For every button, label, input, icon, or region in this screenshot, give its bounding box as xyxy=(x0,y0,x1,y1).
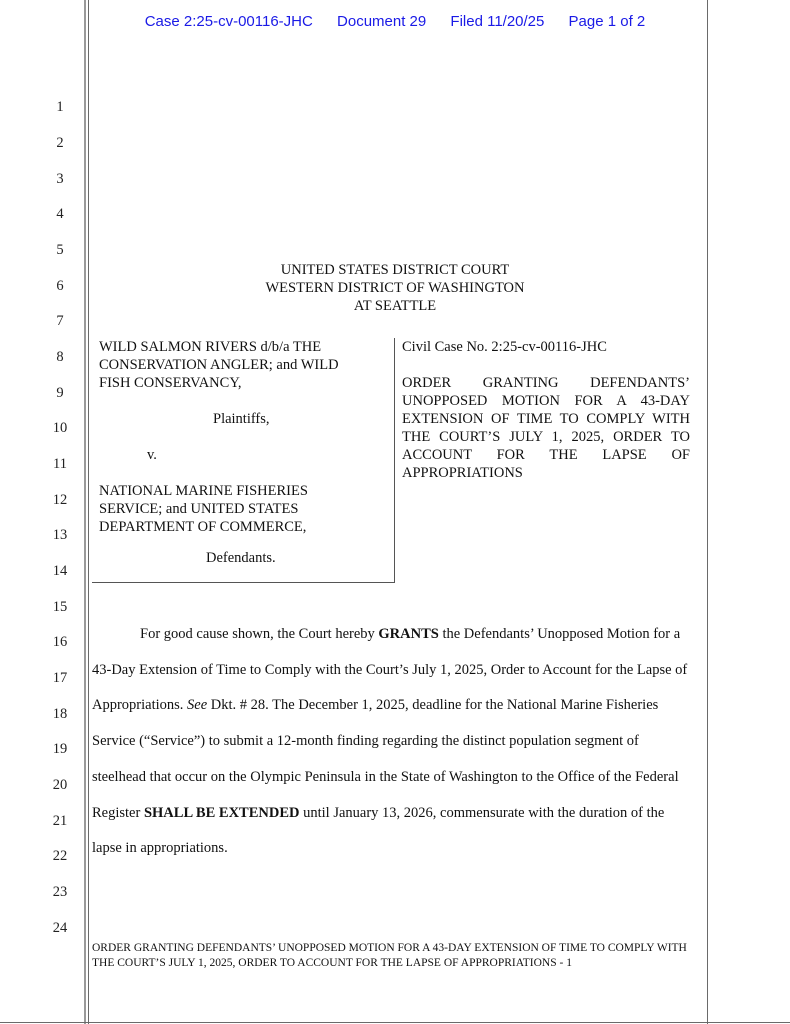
line-number: 8 xyxy=(56,349,64,365)
line-number: 4 xyxy=(56,206,64,222)
line-number: 11 xyxy=(53,456,67,472)
case-number-stamp: Case 2:25-cv-00116-JHC xyxy=(144,13,313,30)
line-number: 5 xyxy=(56,242,64,258)
bottom-rule xyxy=(0,1022,790,1023)
plaintiffs-names xyxy=(99,338,389,392)
page-footer: ORDER GRANTING DEFENDANTS’ UNOPPOSED MOTION FOR A 43-DAY EXTENSION OF TIME TO COMPLY WITH THE COURT’S JULY 1, 2025, ORDER TO ACCOUNT FOR THE LAPSE OF APPROPRIATIONS - 1 xyxy=(92,942,687,969)
filed-date-stamp: Filed 11/20/25 xyxy=(450,13,545,30)
line-number: 19 xyxy=(52,741,68,757)
defendants-line: DEPARTMENT OF COMMERCE, xyxy=(99,519,307,535)
page-count-stamp: Page 1 of 2 xyxy=(568,13,646,30)
court-location: AT SEATTLE xyxy=(353,298,437,314)
line-number: 7 xyxy=(56,313,64,329)
right-margin-rule xyxy=(707,0,708,1024)
order-body xyxy=(92,617,695,867)
caption-divider-vertical xyxy=(394,338,395,583)
line-number: 23 xyxy=(52,884,68,900)
grants-emphasis: GRANTS xyxy=(378,626,439,642)
line-number: 3 xyxy=(56,171,64,187)
line-number: 20 xyxy=(52,777,68,793)
line-number: 2 xyxy=(56,135,64,151)
plaintiffs-line: WILD SALMON RIVERS d/b/a THE xyxy=(99,339,322,355)
line-number: 21 xyxy=(52,813,68,829)
document-number-stamp: Document 29 xyxy=(337,13,427,30)
line-number: 13 xyxy=(52,527,68,543)
line-number: 9 xyxy=(56,385,64,401)
order-paragraph xyxy=(92,617,695,867)
line-number: 18 xyxy=(52,706,68,722)
body-text: For good cause shown, the Court hereby xyxy=(140,626,379,642)
line-number: 14 xyxy=(52,563,68,579)
line-number: 12 xyxy=(52,492,68,508)
order-title: ORDER GRANTING DEFENDANTS’ UNOPPOSED MOTION FOR A 43-DAY EXTENSION OF TIME TO COMPLY WITH THE COURT’S JULY 1, 2025, ORDER TO ACCOUNT FOR THE LAPSE OF APPROPRIATIONS xyxy=(402,375,690,481)
court-name: UNITED STATES DISTRICT COURT xyxy=(280,262,510,278)
filing-stamp xyxy=(0,13,790,30)
court-heading xyxy=(200,261,590,315)
defendants-line: SERVICE; and UNITED STATES xyxy=(99,501,299,517)
body-text: until January 13, 2026, commensurate with the duration of the lapse in appropriations. xyxy=(92,804,665,857)
versus: v. xyxy=(147,447,157,463)
line-number: 15 xyxy=(52,599,68,615)
line-number: 17 xyxy=(52,670,68,686)
see-citation-signal: See xyxy=(187,697,208,714)
body-text: Dkt. # 28. The December 1, 2025, deadline for the National Marine Fisheries Service (“Service”) to submit a 12-month finding regarding the distinct population segment of steelhead that occur on the Olympic Peninsula in the State of Washington to the Office of the Federal Register xyxy=(92,697,679,821)
left-margin-rule-outer xyxy=(84,0,86,1024)
caption-divider-horizontal xyxy=(92,582,395,583)
line-number: 1 xyxy=(56,99,64,115)
body-text: the Defendants’ Unopposed Motion for a 43-Day Extension of Time to Comply with the Court’s July 1, 2025, Order to Account for the Lapse of Appropriations. xyxy=(92,626,688,714)
extended-emphasis: SHALL BE EXTENDED xyxy=(143,804,300,821)
caption-parties xyxy=(99,338,389,567)
plaintiffs-line: CONSERVATION ANGLER; and WILD xyxy=(99,357,339,373)
court-district: WESTERN DISTRICT OF WASHINGTON xyxy=(265,280,525,296)
line-number: 22 xyxy=(52,848,68,864)
civil-case-number: Civil Case No. 2:25-cv-00116-JHC xyxy=(402,339,607,355)
line-number: 10 xyxy=(52,420,68,436)
line-number: 24 xyxy=(52,920,68,936)
line-number: 16 xyxy=(52,634,68,650)
plaintiffs-label: Plaintiffs, xyxy=(213,411,270,427)
defendants-line: NATIONAL MARINE FISHERIES xyxy=(99,483,308,499)
left-margin-rule-inner xyxy=(88,0,89,1024)
caption-case-info xyxy=(402,338,690,482)
plaintiffs-line: FISH CONSERVANCY, xyxy=(99,375,242,391)
defendants-names xyxy=(99,482,389,536)
line-number: 6 xyxy=(56,278,64,294)
defendants-label: Defendants. xyxy=(206,550,276,566)
